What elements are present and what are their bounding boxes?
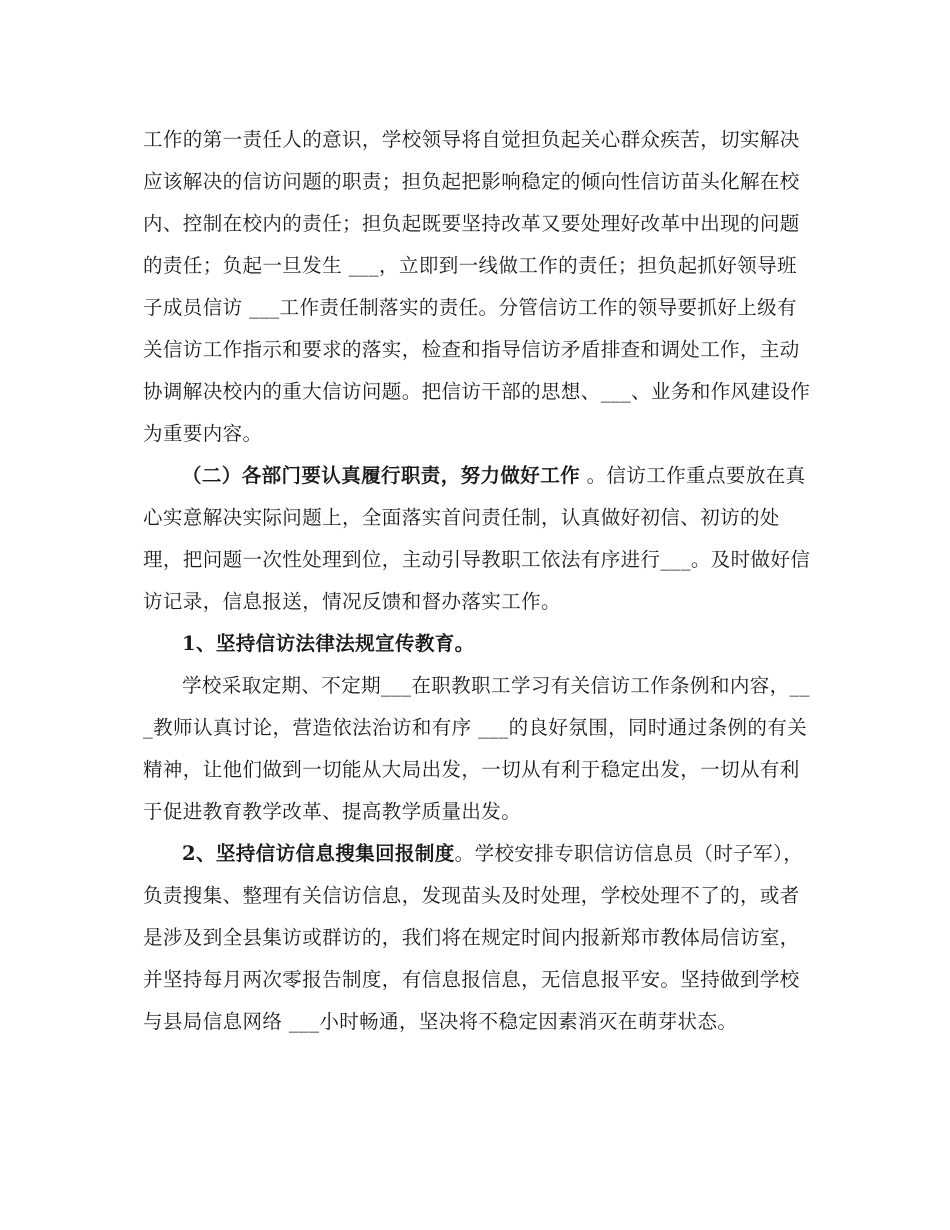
- paragraph-text: 工作的第一责任人的意识，学校领导将自觉担负起关心群众疾苦，切实解决应该解决的信访问题的职责；担负起把影响稳定的倾向性信访苗头化解在校内、控制在校内的责任；担负起既要坚持改革又要处理好改革中出现的问题的责任；负起一旦发生 ___，立即到一线做工作的责任；担负起抓好领导班子成员信访 ___工作责任制落实的责任。分管信访工作的领导要抓好上级有关信访工作指示和要求的落实，检查和指导信访矛盾排查和调处工作，主动协调解决校内的重大信访问题。把信访干部的思想、___、业务和作风建设作为重要内容。: [143, 128, 811, 445]
- paragraph-text: 。信访工作重点要放在真心实意解决实际问题上，全面落实首问责任制，认真做好初信、初访的处理，把问题一次性处理到位，主动引导教职工依法有序进行___。及时做好信访记录，信息报送，情况反馈和督办落实工作。: [143, 464, 811, 613]
- section-heading-department-duties: （二）各部门要认真履行职责，努力做好工作: [182, 464, 581, 487]
- paragraph-leader-responsibility: [143, 119, 813, 455]
- section-heading-legal-education: 1、坚持信访法律法规宣传教育。: [182, 632, 475, 655]
- document-body: [143, 119, 813, 1043]
- paragraph-text: 。学校安排专职信访信息员（时子军），负责搜集、整理有关信访信息，发现苗头及时处理，学校处理不了的，或者是涉及到全县集访或群访的，我们将在规定时间内报新郑市教体局信访室，并坚持每月两次零报告制度，有信息报信息，无信息报平安。坚持做到学校与县局信息网络 ___小时畅通，坚决将不稳定因素消灭在萌芽状态。: [143, 842, 804, 1033]
- paragraph-information-reporting: [143, 833, 813, 1043]
- paragraph-study-regulations: [143, 665, 813, 833]
- paragraph-legal-education: [143, 623, 813, 665]
- paragraph-department-duties: [143, 455, 813, 623]
- section-heading-information-reporting: 2、坚持信访信息搜集回报制度: [182, 842, 455, 865]
- paragraph-text: 学校采取定期、不定期___在职教职工学习有关信访工作条例和内容，___教师认真讨论，营造依法治访和有序 ___的良好氛围，同时通过条例的有关精神，让他们做到一切能从大局出发，一切从有利于稳定出发，一切从有利于促进教育教学改革、提高教学质量出发。: [143, 674, 810, 823]
